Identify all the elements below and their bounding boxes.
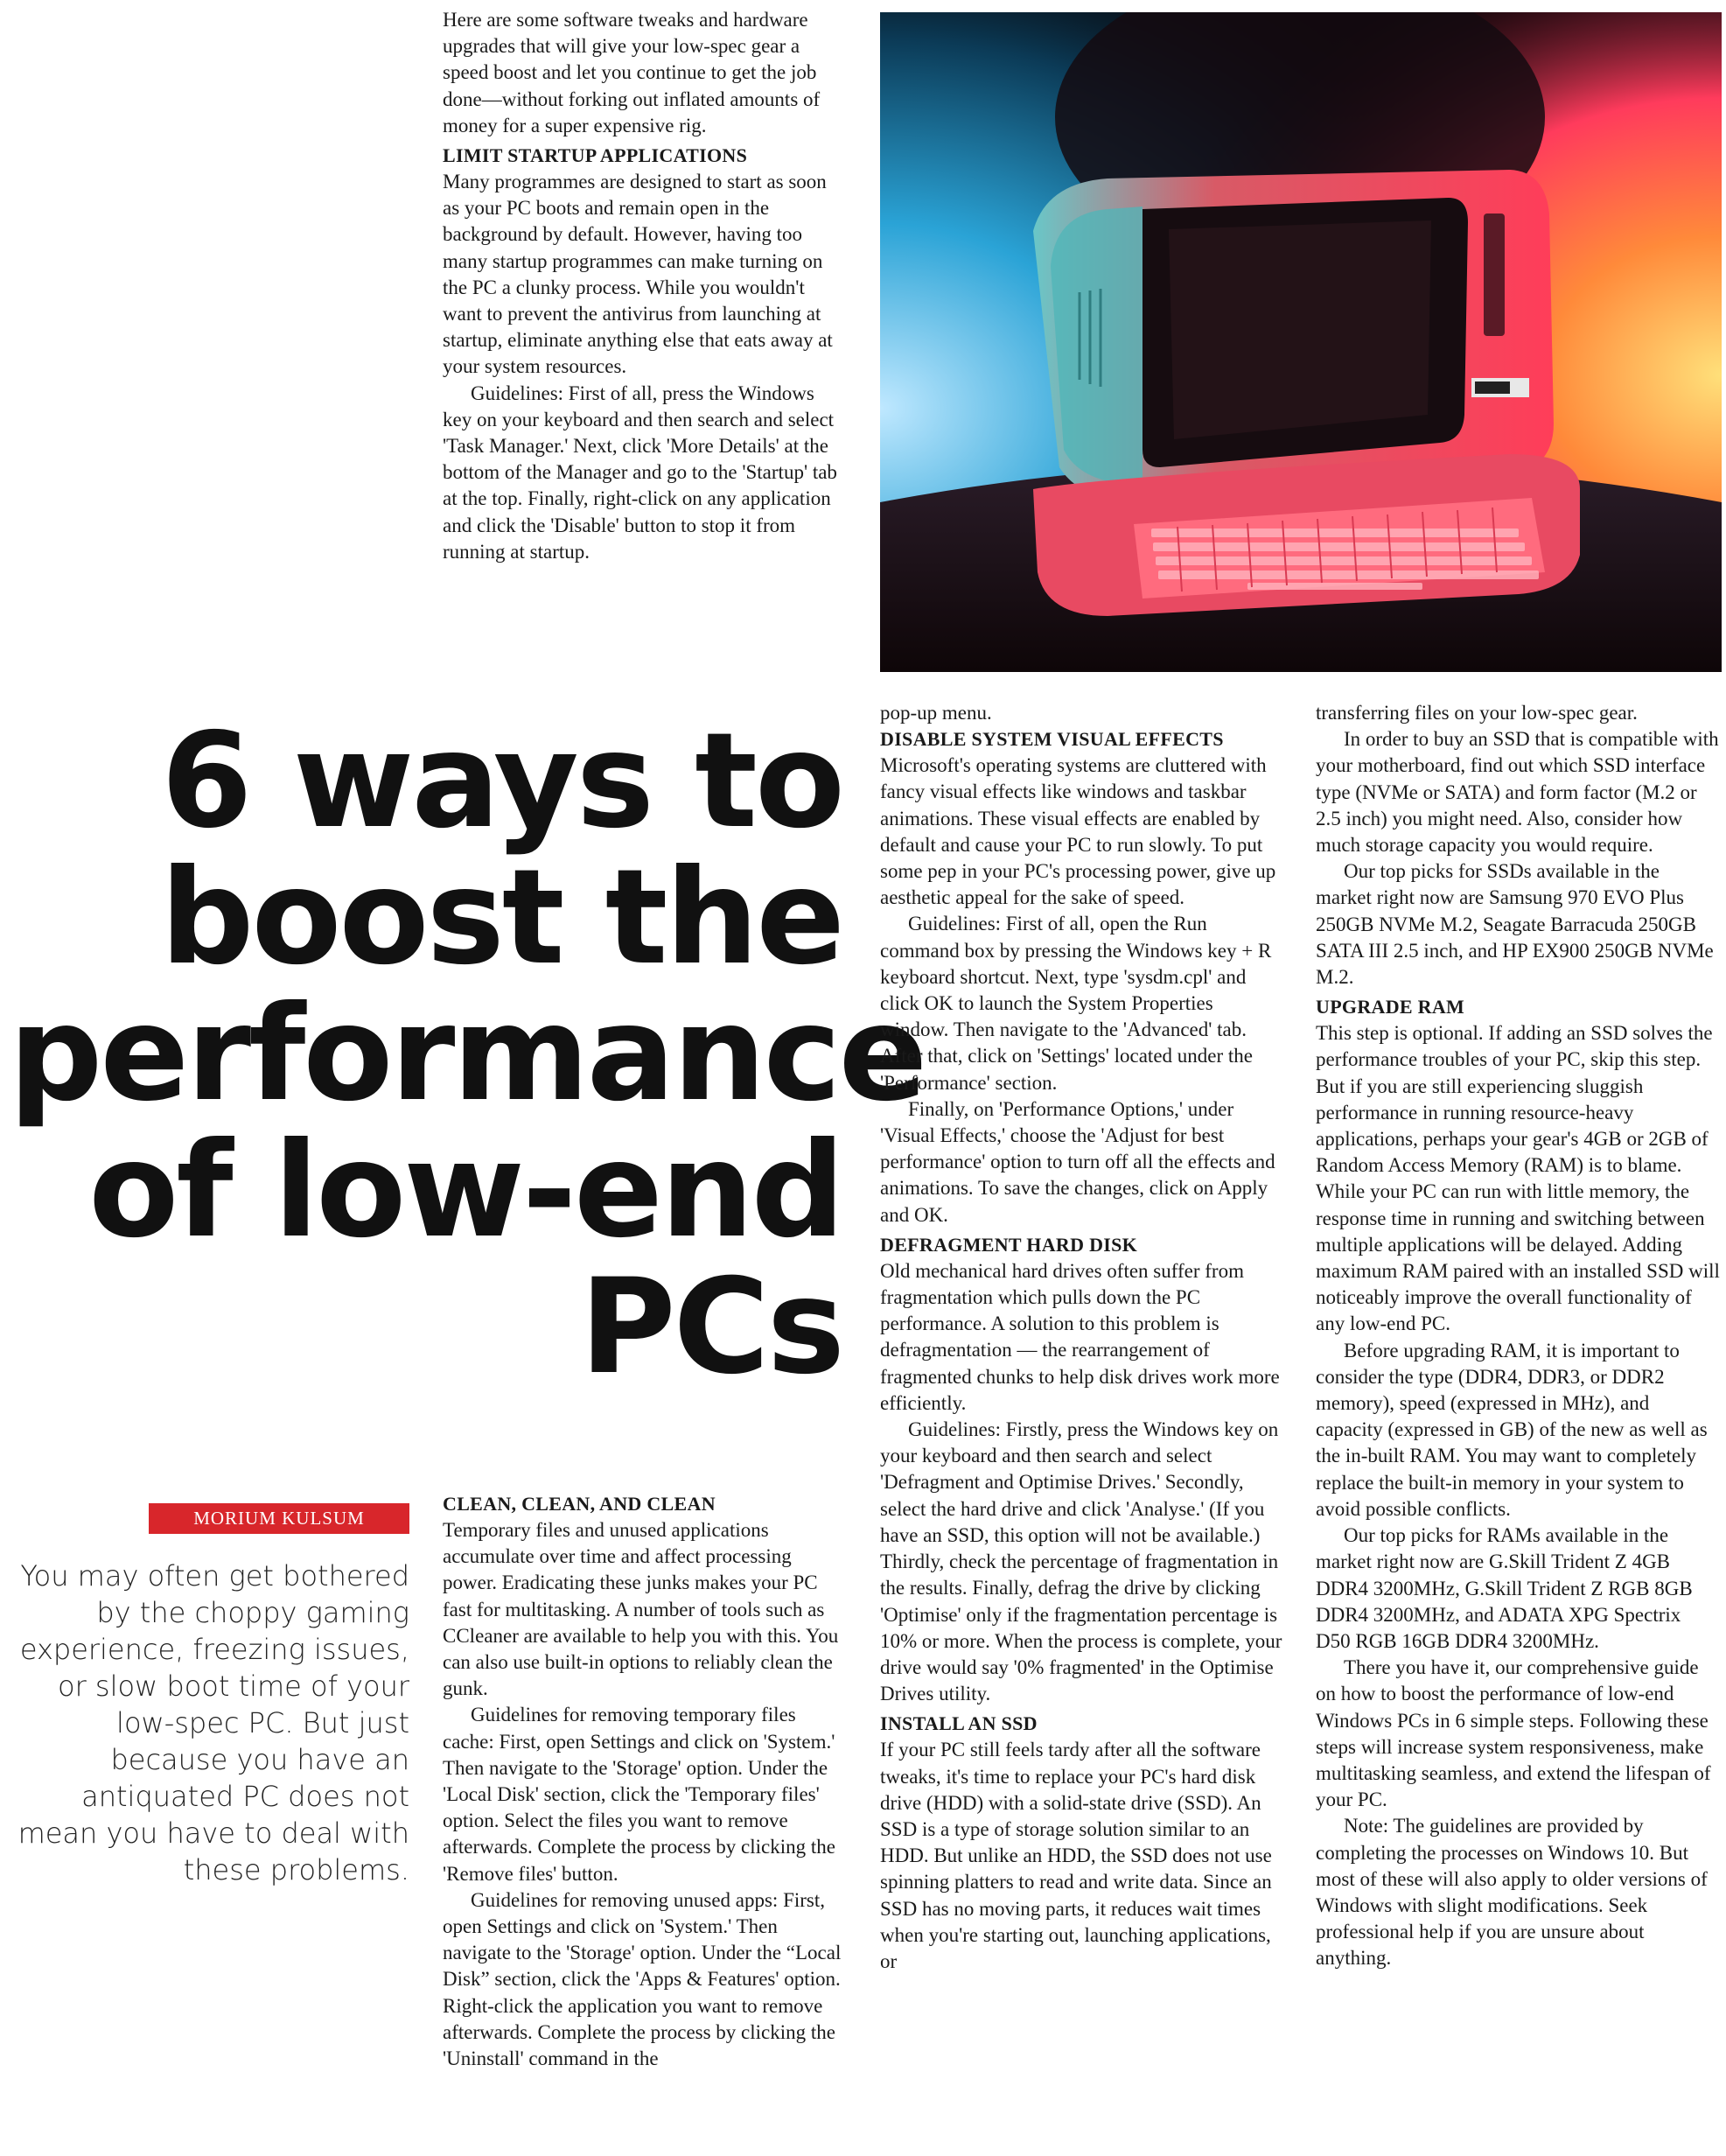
body-paragraph: Temporary files and unused applications accumulate over time and affect processing power. Eradicating these junks makes your PC fast for multitasking. A number of tools such as CCleaner are available to help you with this. You can also use built-in options to reliably clean the gunk. <box>443 1519 839 1700</box>
section-heading-install-ssd: INSTALL AN SSD <box>880 1712 1038 1735</box>
byline-badge: MORIUM KULSUM <box>149 1503 409 1534</box>
body-paragraph: transferring files on your low-spec gear. <box>1316 702 1638 724</box>
body-paragraph: pop-up menu. <box>880 702 992 724</box>
body-paragraph: Guidelines: First of all, press the Windows key on your keyboard and then search and select 'Task Manager.' Next, click 'More Details' at the bottom of the Manager and go to the 'Startup' tab at the top. Finally, right-click on any application and click the 'Disable' button to stop it from running at startup. <box>443 382 837 563</box>
section-heading-limit-startup: LIMIT STARTUP APPLICATIONS <box>443 144 748 167</box>
retro-computer-photo <box>880 12 1722 672</box>
body-paragraph: Note: The guidelines are provided by completing the processes on Windows 10. But most of these will also apply to older versions of Windows with slight modifications. Seek professional help if you are unsure about anything. <box>1316 1815 1708 1970</box>
body-paragraph: Our top picks for SSDs available in the market right now are Samsung 970 EVO Plus 250GB NVMe M.2, Seagate Barracuda 250GB SATA III 2.5 inch, and HP EX900 250GB NVMe M.2. <box>1316 860 1714 989</box>
body-paragraph: Guidelines: First of all, open the Run command box by pressing the Windows key + R keyboard shortcut. Next, type 'sysdm.cpl' and click OK to launch the System Properties window. Then navigate to the 'Advanced' tab. After that, click on 'Settings' located under the 'Performance' section. <box>880 913 1272 1094</box>
body-paragraph: Guidelines for removing unused apps: First, open Settings and click on 'System.' Then navigate to the 'Storage' option. Under the “Local Disk” section, click the 'Apps & Features' option. Right-click the application you want to remove afterwards. Complete the process by clicking the 'Uninstall' command in the <box>443 1888 842 2070</box>
headline: 6 ways to boost the performance of low-end PCs <box>9 705 926 1404</box>
body-paragraph: In order to buy an SSD that is compatible with your motherboard, find out which SSD interface type (NVMe or SATA) and form factor (M.2 or 2.5 inch) you might need. Also, consider how much storage capacity you would require. <box>1316 728 1719 857</box>
body-paragraph: Before upgrading RAM, it is important to consider the type (DDR4, DDR3, or DDR2 memory), speed (expressed in MHz), and capacity (expressed in GB) of the new as well as the in-built RAM. You may want to completely replace the built-in memory in your system to avoid possible conflicts. <box>1316 1339 1708 1520</box>
body-paragraph: Guidelines: Firstly, press the Windows key on your keyboard and then search and select 'Defragment and Optimise Drives.' Secondly, select the hard drive and click 'Analyse.' (If you have an SSD, this option will not be available.) Thirdly, check the percentage of fragmentation in the results. Finally, defrag the drive by clicking 'Optimise' only if the fragmentation percentage is 10% or more. When the process is complete, your drive would say '0% fragmented' in the Optimise Drives utility. <box>880 1418 1282 1705</box>
body-paragraph: Many programmes are designed to start as soon as your PC boots and remain open in the background by default. However, having too many startup programmes can make turning on the PC a clunky process. While you wouldn't want to prevent the antivirus from launching at startup, eliminate anything else that eats away at your system resources. <box>443 171 833 378</box>
section-heading-upgrade-ram: UPGRADE RAM <box>1316 996 1465 1018</box>
article-column-2 <box>880 700 1284 1975</box>
body-paragraph: Finally, on 'Performance Options,' under 'Visual Effects,' choose the 'Adjust for best performance' option to turn off all the effects and animations. To save the changes, click on Apply and OK. <box>880 1097 1275 1226</box>
article-column-3 <box>1316 700 1720 1972</box>
body-paragraph: If your PC still feels tardy after all the software tweaks, it's time to replace your PC's hard disk drive (HDD) with a solid-state drive (SSD). An SSD is a type of storage solution similar to an HDD. But unlike an HDD, the SSD does not use spinning platters to read and write data. Since an SSD has no moving parts, it reduces wait times when you're starting out, launching applications, or <box>880 1739 1272 1972</box>
body-paragraph: Guidelines for removing temporary files cache: First, open Settings and click on 'System.' Then navigate to the 'Storage' option. Under the 'Local Disk' section, click the 'Temporary files' option. Select the files you want to remove afterwards. Complete the process by clicking the 'Remove files' button. <box>443 1704 835 1885</box>
intro-paragraph: Here are some software tweaks and hardware upgrades that will give your low-spec gear a speed boost and let you continue to get the job done—without forking out inflated amounts of money for a super expensive rig. <box>443 9 821 136</box>
section-heading-clean: CLEAN, CLEAN, AND CLEAN <box>443 1493 716 1515</box>
section-heading-visual-effects: DISABLE SYSTEM VISUAL EFFECTS <box>880 728 1224 751</box>
article-column-1-bottom <box>443 1491 845 2072</box>
body-paragraph: There you have it, our comprehensive guide on how to boost the performance of low-end Windows PCs in 6 simple steps. Following these steps will increase system responsiveness, make multitasking seamless, and extend the lifespan of your PC. <box>1316 1656 1711 1811</box>
article-column-1-top <box>443 7 845 565</box>
standfirst: You may often get bothered by the choppy gaming experience, freezing issues, or slow boot time of your low-spec PC. But just because you have an antiquated PC does not mean you have to deal with these problems. <box>17 1559 409 1886</box>
body-paragraph: Old mechanical hard drives often suffer from fragmentation which pulls down the PC performance. A solution to this problem is defragmentation — the rearrangement of fragmented chunks to help disk drives work more efficiently. <box>880 1259 1280 1414</box>
body-paragraph: Microsoft's operating systems are cluttered with fancy visual effects like windows and taskbar animations. These visual effects are enabled by default and cause your PC to run slowly. To put some pep in your PC's processing power, give up aesthetic appeal for the sake of speed. <box>880 754 1276 909</box>
section-heading-defragment: DEFRAGMENT HARD DISK <box>880 1233 1138 1256</box>
body-paragraph: Our top picks for RAMs available in the market right now are G.Skill Trident Z 4GB DDR4 3200MHz, G.Skill Trident Z RGB 8GB DDR4 3200MHz, and ADATA XPG Spectrix D50 RGB 16GB DDR4 3200MHz. <box>1316 1524 1693 1652</box>
body-paragraph: This step is optional. If adding an SSD solves the performance troubles of your PC, skip this step. But if you are still experiencing sluggish performance in running resource-heavy applications, perhaps your gear's 4GB or 2GB of Random Access Memory (RAM) is to blame. While your PC can run with little memory, the response time in running and switching between multiple applications will be delayed. Adding maximum RAM paired with an installed SSD will noticeably improve the overall functionality of any low-end PC. <box>1316 1022 1720 1335</box>
